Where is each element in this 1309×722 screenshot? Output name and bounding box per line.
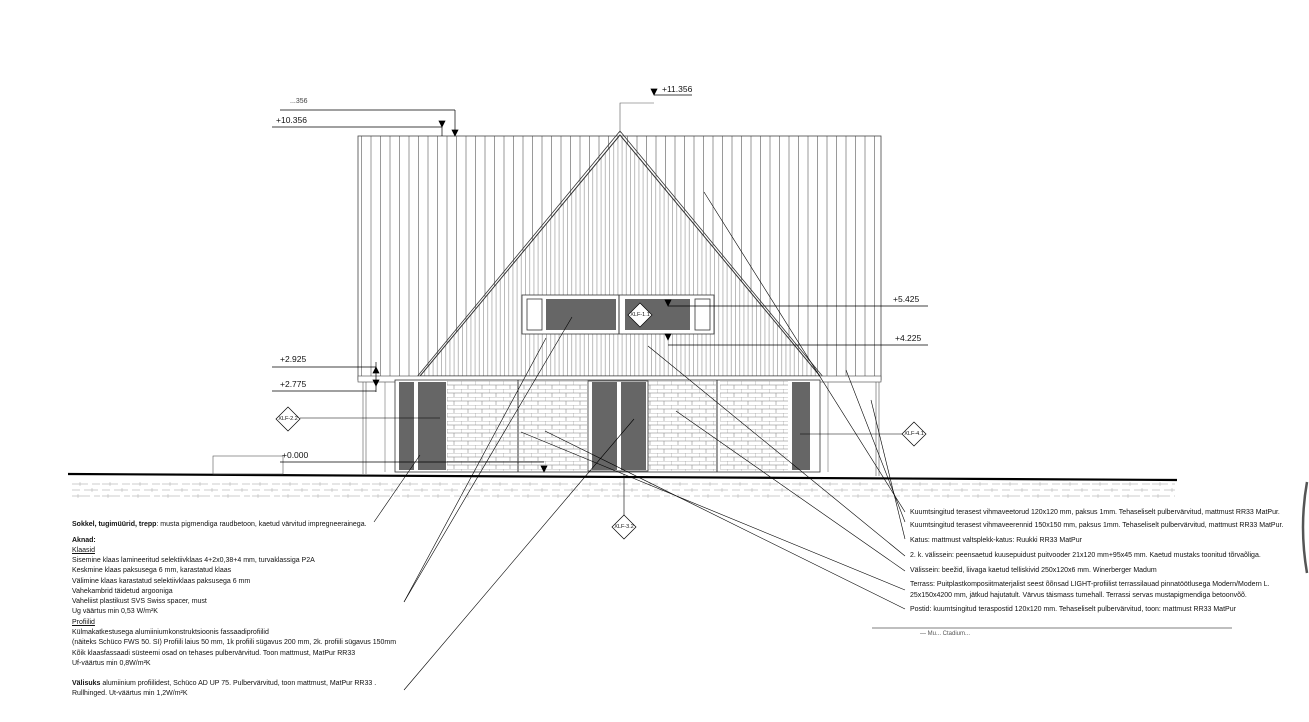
note-valisuks <box>72 679 376 689</box>
note-valisuks-title: Välisuks <box>72 680 101 687</box>
note-right-6: 25x150x4200 mm, jätkud hajutatult. Värvus täismass tumehall. Terrassi servas mustapigmendiga betoonvõõ. <box>910 592 1247 599</box>
level-cut-label: ...356 <box>290 98 308 105</box>
tag-xlf22: XLF-2.2 <box>278 416 298 422</box>
note-right-3: 2. k. välissein: peensaetud kuusepuidust puitvooder 21x120 mm+95x45 mm. Kaetud mustaks toonitud tõrvaõliga. <box>910 552 1261 559</box>
note-sokkel-title: Sokkel, tugimüürid, trepp <box>72 521 157 528</box>
note-valisuks-text: alumiinium profiilidest, Schüco AD UP 75. Pulbervärvitud, toon mattmust, MatPur RR33 . <box>100 680 377 687</box>
note-profiilid-3: Uf-väärtus min 0,8W/m²K <box>72 660 151 667</box>
note-right-2: Katus: mattmust valtsplekk-katus: Ruukki RR33 MatPur <box>910 537 1082 544</box>
note-klaasid-3: Vahekambrid täidetud argooniga <box>72 588 173 595</box>
edge-scroll-indicator[interactable] <box>1297 480 1309 575</box>
roof <box>358 103 881 382</box>
tag-xlf41: XLF-4.1 <box>904 431 924 437</box>
note-right-7: Postid: kuumtsingitud teraspostid 120x120 mm. Tehaseliselt pulbervärvitud, toon: mattmust RR33 MatPur <box>910 606 1236 613</box>
note-profiilid-1: (näiteks Schüco FWS 50. SI) Profiili laius 50 mm, 1k profiili sügavus 200 mm, 2k. profiili sügavus 150mm <box>72 639 397 646</box>
level-11356: +11.356 <box>662 84 693 94</box>
note-right-4: Välissein: beežid, liivaga kaetud telliskivid 250x120x6 mm. Winerberger Madum <box>910 567 1157 574</box>
note-sokkel <box>72 520 367 530</box>
level-0000: +0.000 <box>282 450 309 460</box>
note-klaasid-1: Keskmine klaas paksusega 6 mm, karastatud klaas <box>72 567 232 574</box>
note-klaasid-5: Ug väärtus min 0,53 W/m²K <box>72 608 158 615</box>
note-profiilid-2: Kõik klaasfassaadi süsteemi osad on tehases pulbervärvitud. Toon mattmust, MatPur RR33 <box>72 650 356 657</box>
tag-xlf11: XLF-1.1 <box>630 312 650 318</box>
level-4225: +4.225 <box>895 333 922 343</box>
footer-cut-text: — Mu... Ctadium... <box>920 631 971 637</box>
gable-window <box>522 295 714 334</box>
note-profiilid-0: Külmakatkestusega alumiiniumkonstruktsioonis fassaadiprofiilid <box>72 629 269 636</box>
note-right-5: Terrass: Puitplastkomposiitmaterjalist seest õõnsad LIGHT-profiilist terrassilauad pinnatöötlusega Modern/Modern L. <box>910 581 1270 588</box>
note-valisuks-2: Rullhinged. Ut-väärtus min 1,2W/m²K <box>72 690 188 697</box>
note-klaasid-title: Klaasid <box>72 547 95 554</box>
note-klaasid-0: Sisemine klaas lamineeritud selektiivklaas 4+2x0,38+4 mm, turvaklassiga P2A <box>72 557 315 564</box>
tag-xlf32: XLF-3.2 <box>614 524 634 530</box>
note-sokkel-text: : musta pigmendiga raudbetoon, kaetud värvitud impregneerainega. <box>156 521 367 528</box>
note-profiilid-title: Profiilid <box>72 619 95 626</box>
level-5425: +5.425 <box>893 294 920 304</box>
ground-floor <box>363 380 879 476</box>
note-right-0: Kuumtsingitud terasest vihmaveetorud 120x120 mm, paksus 1mm. Tehaseliselt pulbervärvitud, mattmust RR33 MatPur. <box>910 509 1280 516</box>
level-2775: +2.775 <box>280 379 307 389</box>
note-klaasid-2: Välimine klaas karastatud selektiivklaas paksusega 6 mm <box>72 578 251 585</box>
level-10356: +10.356 <box>276 115 307 125</box>
note-klaasid-4: Vaheliist plastikust SVS Swiss spacer, must <box>72 598 207 605</box>
level-2925: +2.925 <box>280 354 307 364</box>
note-aknad-title: Aknad: <box>72 537 96 544</box>
note-right-1: Kuumtsingitud terasest vihmaveerennid 150x150 mm, paksus 1mm. Tehaseliselt pulbervärvitud, mattmust RR33 MatPur. <box>910 522 1284 529</box>
